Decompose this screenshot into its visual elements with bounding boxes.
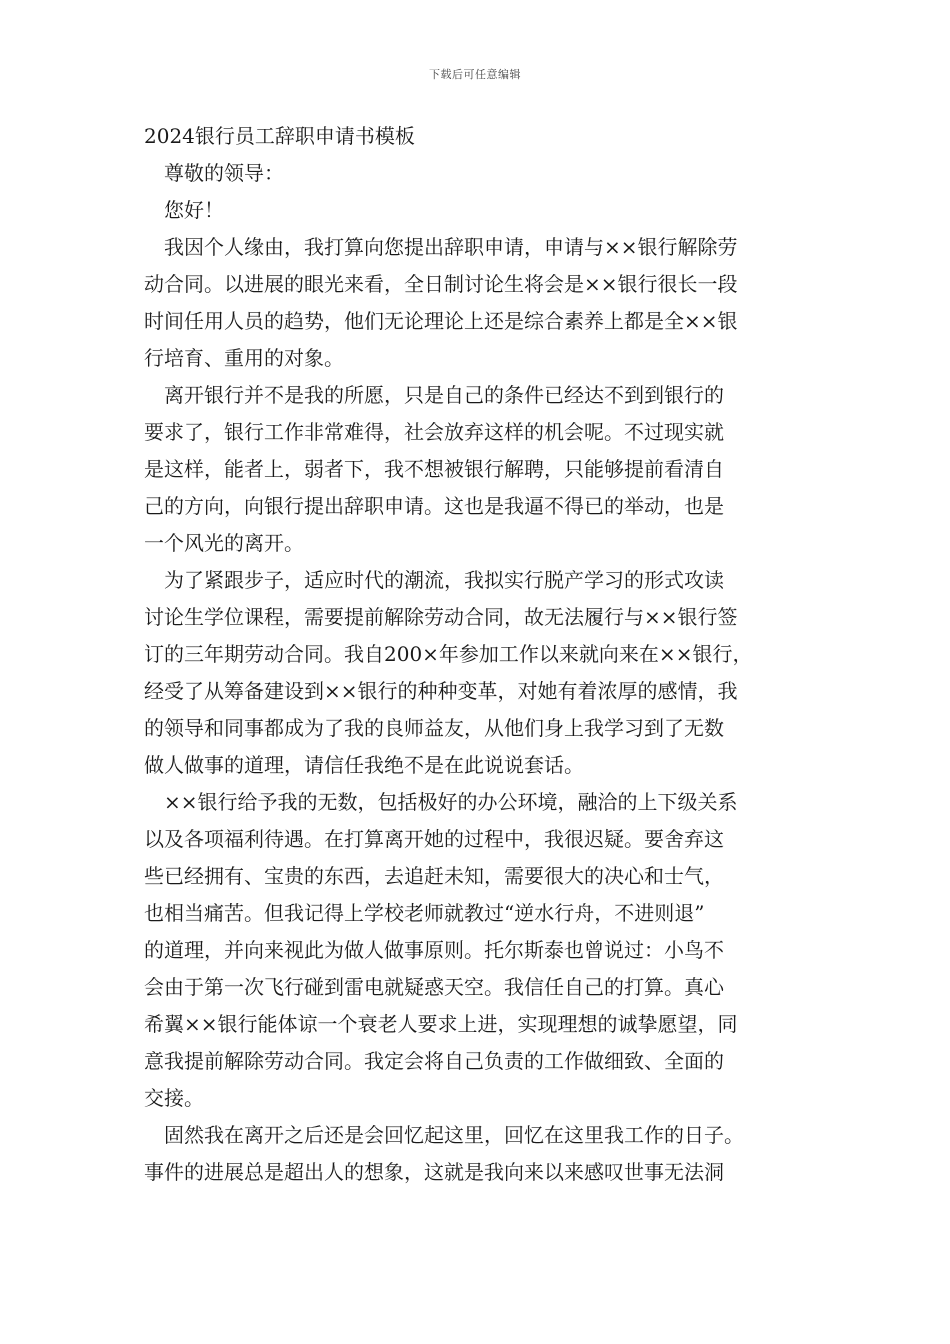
document-lines — [144, 155, 810, 1191]
document-line: 经受了从筹备建设到××银行的种种变革，对她有着浓厚的感情，我 — [144, 679, 738, 703]
document-line: 以及各项福利待遇。在打算离开她的过程中，我很迟疑。要舍弃这 — [144, 827, 724, 851]
document-line: 动合同。以进展的眼光来看，全日制讨论生将会是××银行很长一段 — [144, 272, 738, 296]
document-line: 要求了，银行工作非常难得，社会放弃这样的机会呢。不过现实就 — [144, 420, 724, 444]
document-line: 行培育、重用的对象。 — [144, 346, 344, 370]
document-line: 会由于第一次飞行碰到雷电就疑惑天空。我信任自己的打算。真心 — [144, 975, 724, 999]
document-title: 2024银行员工辞职申请书模板 — [144, 124, 415, 148]
document-line: 希翼××银行能体谅一个衰老人要求上进，实现理想的诚挚愿望，同 — [144, 1012, 738, 1036]
header-note: 下载后可任意编辑 — [429, 68, 521, 81]
document-line: 固然我在离开之后还是会回忆起这里，回忆在这里我工作的日子。 — [164, 1123, 744, 1147]
document-line: 意我提前解除劳动合同。我定会将自己负责的工作做细致、全面的 — [144, 1049, 724, 1073]
document-line: 事件的进展总是超出人的想象，这就是我向来以来感叹世事无法洞 — [144, 1160, 724, 1184]
document-body — [144, 118, 810, 1191]
document-line: 的道理，并向来视此为做人做事原则。托尔斯泰也曾说过：小鸟不 — [144, 938, 724, 962]
document-line: 订的三年期劳动合同。我自200×年参加工作以来就向来在××银行， — [144, 642, 753, 666]
document-line: 交接。 — [144, 1086, 204, 1110]
document-line: 些已经拥有、宝贵的东西，去追赶未知，需要很大的决心和士气， — [144, 864, 724, 888]
document-line: 的领导和同事都成为了我的良师益友，从他们身上我学习到了无数 — [144, 716, 724, 740]
document-line: ××银行给予我的无数，包括极好的办公环境，融洽的上下级关系 — [164, 790, 738, 814]
document-line: 做人做事的道理，请信任我绝不是在此说说套话。 — [144, 753, 584, 777]
document-line: 为了紧跟步子，适应时代的潮流，我拟实行脱产学习的形式攻读 — [164, 568, 724, 592]
document-line: 一个风光的离开。 — [144, 531, 304, 555]
document-line: 尊敬的领导： — [164, 161, 284, 185]
document-line: 己的方向，向银行提出辞职申请。这也是我逼不得已的举动，也是 — [144, 494, 724, 518]
document-line: 离开银行并不是我的所愿，只是自己的条件已经达不到到银行的 — [164, 383, 724, 407]
document-line: 也相当痛苦。但我记得上学校老师就教过“逆水行舟，不进则退” — [144, 901, 705, 925]
document-line: 讨论生学位课程，需要提前解除劳动合同，故无法履行与××银行签 — [144, 605, 738, 629]
document-line: 是这样，能者上，弱者下，我不想被银行解聘，只能够提前看清自 — [144, 457, 724, 481]
document-line: 时间任用人员的趋势，他们无论理论上还是综合素养上都是全××银 — [144, 309, 738, 333]
document-line: 您好！ — [164, 198, 224, 222]
document-line: 我因个人缘由，我打算向您提出辞职申请，申请与××银行解除劳 — [164, 235, 738, 259]
